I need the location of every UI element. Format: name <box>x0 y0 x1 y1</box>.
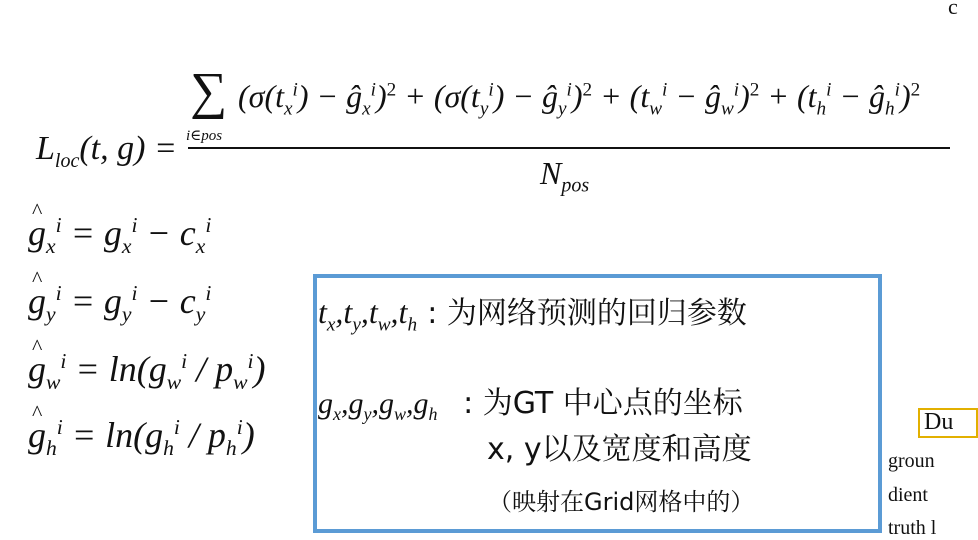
fraction-bar <box>188 147 950 149</box>
loss-lhs <box>36 128 177 172</box>
sum-subscript: i∈pos <box>186 128 223 144</box>
equation-gy: ^ $g_y^i = g_y^i - c_y^i$ <box>28 280 211 322</box>
equation-gh: ^ $g_h^i = \ln(g_h^i / p_h^i)$ <box>28 414 255 456</box>
box-line-2: $g_x,g_y,g_w,g_h$ : 为GT 中心点的坐标 <box>318 386 743 424</box>
equation-gx: ^ $g_x^i = g_x^i - c_x^i$ <box>28 212 211 254</box>
equation-gw: ^ $g_w^i = \ln(g_w^i / p_w^i)$ <box>28 348 266 390</box>
side-line-2: dient <box>888 484 928 506</box>
side-du: Du <box>924 409 954 435</box>
sum-symbol: ∑ <box>190 63 228 120</box>
loss-args: (t, g) = <box>79 130 177 167</box>
box-line-3: x, y以及宽度和高度 <box>487 432 752 467</box>
loss-subscript: loc <box>54 149 80 172</box>
side-line-3: truth l <box>888 517 937 539</box>
box-line-2-text: : 为GT 中心点的坐标 <box>463 386 743 421</box>
sum-symbol-wrap <box>190 62 227 121</box>
loss-symbol: L <box>36 130 55 167</box>
numerator: ($\sigma(t_x^i)$ − $ĝ_x^i)^2 + (\sigma(t_y^i)$ − $ĝ_y^i)^2 + (t_w^i$ − $ĝ_w^i)^2 + (t_h^i$ − $ĝ_h^i)^2$ <box>238 78 921 120</box>
corner-glyph: c <box>948 0 958 19</box>
denominator: $N_{pos}$ <box>540 155 590 197</box>
box-line-1-text: : 为网络预测的回归参数 <box>427 296 747 331</box>
box-line-4: （映射在Grid网格中的） <box>488 488 755 516</box>
box-line-1: $t_x,t_y,t_w,t_h$ : 为网络预测的回归参数 <box>318 294 747 336</box>
side-line-1: groun <box>888 450 935 472</box>
